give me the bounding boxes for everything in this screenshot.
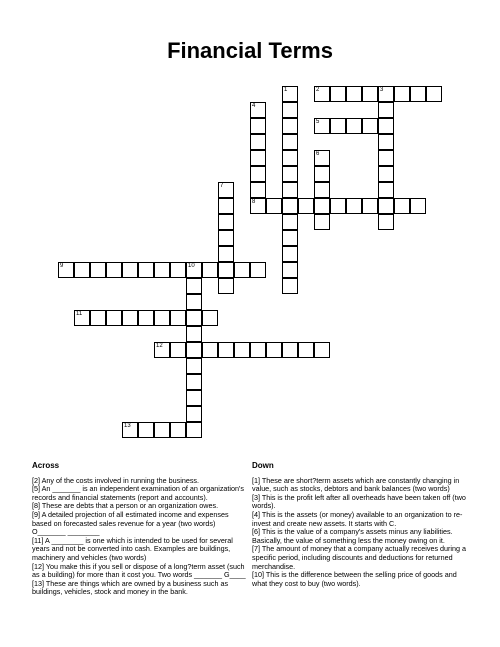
grid-cell[interactable] (122, 310, 138, 326)
grid-cell[interactable] (250, 342, 266, 358)
grid-cell[interactable] (154, 422, 170, 438)
grid-cell[interactable] (282, 134, 298, 150)
grid-cell[interactable] (218, 214, 234, 230)
clue-number: 3 (380, 87, 384, 93)
grid-cell[interactable] (202, 310, 218, 326)
grid-cell[interactable] (202, 262, 218, 278)
grid-cell[interactable] (330, 198, 346, 214)
down-clue: [7] The amount of money that a company actually receives during a specific period, including discounts and deductions for returned merchandise. (252, 544, 467, 571)
grid-cell[interactable] (186, 326, 202, 342)
grid-cell[interactable] (186, 406, 202, 422)
grid-cell[interactable] (314, 182, 330, 198)
across-clues-section (32, 462, 250, 597)
grid-cell[interactable] (170, 262, 186, 278)
grid-cell[interactable] (298, 342, 314, 358)
grid-cell[interactable] (250, 150, 266, 166)
grid-cell[interactable] (282, 262, 298, 278)
grid-cell-numbered[interactable] (122, 422, 138, 438)
grid-cell[interactable] (362, 198, 378, 214)
across-clue: [9] A detailed projection of all estimated income and expenses based on forecasted sales revenue for a year (two words) O_______ ________ (32, 509, 229, 537)
puzzle-title: Financial Terms (167, 38, 333, 63)
grid-cell[interactable] (138, 422, 154, 438)
clue-number: 1 (284, 87, 288, 93)
across-clue: [2] Any of the costs involved in running the business. (32, 475, 200, 485)
grid-cell[interactable] (202, 342, 218, 358)
grid-cell[interactable] (330, 118, 346, 134)
grid-cell[interactable] (186, 342, 202, 358)
grid-cell[interactable] (378, 198, 394, 214)
grid-cell[interactable] (346, 118, 362, 134)
across-heading: Across (32, 461, 60, 470)
grid-cell[interactable] (282, 198, 298, 214)
grid-cell[interactable] (282, 214, 298, 230)
grid-cell-numbered[interactable] (250, 198, 266, 214)
down-clue: [3] This is the profit left after all overheads have been taken off (two words). (252, 492, 466, 511)
grid-cell[interactable] (410, 86, 426, 102)
grid-cell[interactable] (266, 198, 282, 214)
grid-cell[interactable] (378, 150, 394, 166)
grid-cell[interactable] (186, 294, 202, 310)
grid-cell[interactable] (234, 262, 250, 278)
clue-number: 4 (252, 103, 256, 109)
grid-cell[interactable] (218, 278, 234, 294)
grid-cell[interactable] (218, 230, 234, 246)
grid-cell-numbered[interactable] (314, 150, 330, 166)
grid-cell[interactable] (426, 86, 442, 102)
down-clue: [10] This is the difference between the selling price of goods and what they cost to buy (two words). (252, 570, 457, 588)
grid-cell[interactable] (250, 118, 266, 134)
grid-cell-numbered[interactable] (282, 86, 298, 102)
grid-cell[interactable] (314, 198, 330, 214)
grid-cell[interactable] (122, 262, 138, 278)
grid-cell-numbered[interactable] (154, 342, 170, 358)
down-clue: [4] This is the assets (or money) available to an organization to re-invest and create new assets. It starts with C. (252, 509, 463, 528)
grid-cell[interactable] (378, 134, 394, 150)
grid-cell[interactable] (330, 86, 346, 102)
across-clue: [12] You make this if you sell or dispose of a long?term asset (such as a building) for more than it cost you. Two words _______ G____ (32, 561, 246, 580)
grid-cell[interactable] (218, 262, 234, 278)
clue-number: 7 (220, 183, 224, 189)
grid-cell[interactable] (218, 342, 234, 358)
grid-cell[interactable] (234, 342, 250, 358)
clue-number: 5 (316, 119, 320, 125)
grid-cell[interactable] (74, 262, 90, 278)
grid-cell[interactable] (282, 182, 298, 198)
grid-cell[interactable] (90, 262, 106, 278)
grid-cell[interactable] (314, 166, 330, 182)
grid-cell[interactable] (106, 262, 122, 278)
grid-cell[interactable] (314, 342, 330, 358)
grid-cell[interactable] (138, 262, 154, 278)
grid-cell[interactable] (186, 422, 202, 438)
clue-number: 13 (124, 423, 131, 429)
grid-cell[interactable] (250, 134, 266, 150)
grid-cell[interactable] (282, 278, 298, 294)
grid-cell[interactable] (282, 118, 298, 134)
clue-number: 12 (156, 343, 163, 349)
grid-cell[interactable] (154, 310, 170, 326)
grid-cell[interactable] (362, 118, 378, 134)
down-clues-section (252, 462, 470, 588)
across-clue: [8] These are debts that a person or an organization owes. (32, 501, 219, 511)
grid-cell[interactable] (378, 102, 394, 118)
grid-cell[interactable] (266, 342, 282, 358)
grid-cell[interactable] (186, 374, 202, 390)
grid-cell[interactable] (282, 166, 298, 182)
grid-cell[interactable] (378, 166, 394, 182)
grid-cell[interactable] (218, 198, 234, 214)
grid-cell[interactable] (362, 86, 378, 102)
grid-cell[interactable] (282, 150, 298, 166)
clue-number: 11 (76, 311, 83, 317)
down-clue: [6] This is the value of a company's assets minus any liabilities. Basically, the value of something less the money owing on it. (252, 527, 453, 545)
down-clue: [1] These are short?term assets which are constantly changing in value, such as stocks, debtors and bank balances (two words) (252, 475, 460, 494)
grid-cell-numbered[interactable] (58, 262, 74, 278)
clue-number: 6 (316, 151, 320, 157)
grid-cell[interactable] (298, 198, 314, 214)
grid-cell[interactable] (394, 86, 410, 102)
clue-number: 10 (188, 263, 195, 269)
grid-cell-numbered[interactable] (314, 118, 330, 134)
grid-cell[interactable] (410, 198, 426, 214)
grid-cell-numbered[interactable] (378, 86, 394, 102)
grid-cell[interactable] (378, 182, 394, 198)
grid-cell[interactable] (138, 310, 154, 326)
grid-cell[interactable] (282, 246, 298, 262)
grid-cell-numbered[interactable] (250, 102, 266, 118)
grid-cell[interactable] (394, 198, 410, 214)
grid-cell[interactable] (378, 214, 394, 230)
grid-cell[interactable] (250, 182, 266, 198)
grid-cell[interactable] (282, 230, 298, 246)
grid-cell[interactable] (154, 262, 170, 278)
grid-cell[interactable] (282, 342, 298, 358)
grid-cell[interactable] (218, 246, 234, 262)
grid-cell[interactable] (186, 278, 202, 294)
grid-cell[interactable] (346, 198, 362, 214)
across-clue: [13] These are things which are owned by a business such as buildings, vehicles, stock and money in the bank. (32, 578, 229, 597)
grid-cell[interactable] (314, 214, 330, 230)
grid-cell[interactable] (186, 390, 202, 406)
grid-cell[interactable] (170, 342, 186, 358)
across-clue: [5] An _______ is an independent examination of an organization's records and financial statements (report and accounts). (32, 484, 244, 502)
grid-cell[interactable] (170, 310, 186, 326)
grid-cell[interactable] (346, 86, 362, 102)
grid-cell[interactable] (250, 166, 266, 182)
grid-cell[interactable] (90, 310, 106, 326)
grid-cell-numbered[interactable] (74, 310, 90, 326)
clue-number: 9 (60, 263, 64, 269)
clue-number: 8 (252, 199, 256, 205)
grid-cell-numbered[interactable] (186, 262, 202, 278)
grid-cell[interactable] (106, 310, 122, 326)
grid-cell-numbered[interactable] (314, 86, 330, 102)
across-clue: [11] A ________ is one which is intended to be used for several years and not be converted into cash. Examples are buildings, machinery and vehicles (two words) (32, 535, 233, 562)
grid-cell[interactable] (186, 310, 202, 326)
clue-number: 2 (316, 87, 320, 93)
grid-cell[interactable] (282, 102, 298, 118)
grid-cell[interactable] (170, 422, 186, 438)
grid-cell-numbered[interactable] (218, 182, 234, 198)
down-heading: Down (252, 461, 274, 470)
grid-cell[interactable] (186, 358, 202, 374)
grid-cell[interactable] (378, 118, 394, 134)
grid-cell[interactable] (250, 262, 266, 278)
